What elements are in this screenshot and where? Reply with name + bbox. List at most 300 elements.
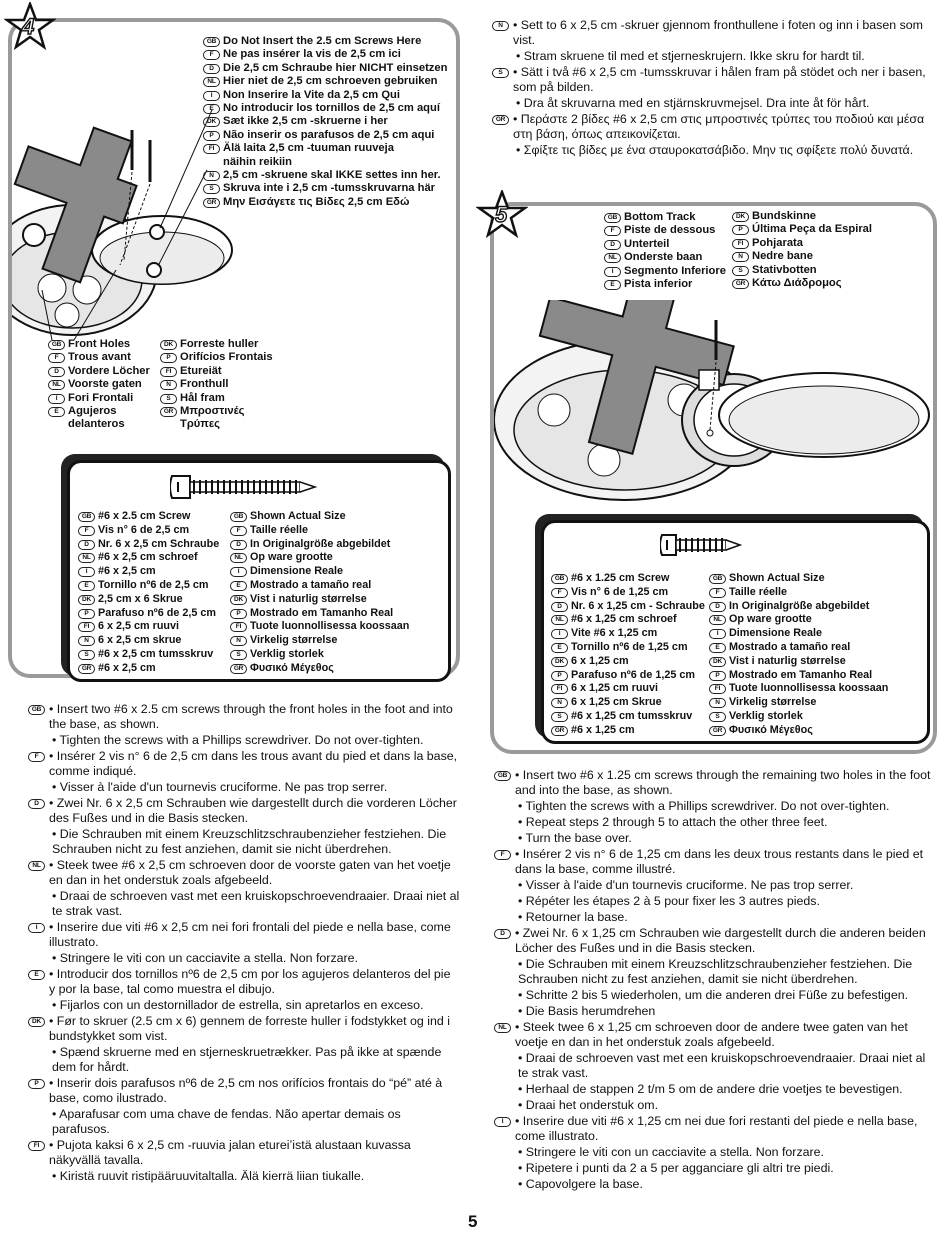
label-row	[203, 156, 447, 169]
instruction-text: • Insérer 2 vis n° 6 de 2,5 cm dans les trous avant du pied et dans la base, comme indiqué.	[49, 749, 458, 778]
front-holes-labels-right	[160, 338, 273, 432]
language-code-badge: D	[78, 540, 95, 550]
label-row	[709, 669, 888, 683]
label-row	[48, 405, 150, 418]
instruction-text: • Draai de schroeven vast met een kruiskopschroevendraaier. Draai niet al te strak vast.	[52, 889, 460, 918]
label-text: #6 x 1,25 cm	[571, 723, 635, 736]
label-row	[78, 662, 219, 676]
label-text: Bundskinne	[752, 210, 817, 222]
language-code-badge: D	[494, 929, 511, 939]
label-text: Agujeros	[68, 405, 117, 418]
label-text: Stativbotten	[752, 263, 817, 276]
label-text: 6 x 1,25 cm ruuvi	[571, 682, 659, 695]
label-row	[709, 572, 888, 586]
label-text: Μην Εισάγετε τις Βίδες 2,5 cm Εδώ	[223, 195, 410, 208]
instruction-paragraph	[28, 1138, 460, 1168]
language-code-badge: N	[160, 380, 177, 390]
label-row	[160, 418, 273, 431]
label-row	[709, 724, 888, 738]
label-text: 6 x 2,5 cm ruuvi	[98, 620, 180, 633]
label-row	[230, 565, 409, 579]
language-code-badge: F	[230, 526, 247, 536]
language-code-badge: F	[494, 850, 511, 860]
instruction-text: • Die Basis herumdrehen	[518, 1004, 656, 1018]
label-text: #6 x 2,5 cm	[98, 565, 156, 578]
instruction-paragraph	[28, 858, 460, 888]
language-code-badge: I	[203, 91, 220, 101]
label-text: Nr. 6 x 2,5 cm Schraube	[98, 537, 220, 550]
label-row	[203, 35, 447, 48]
label-text: Pohjarata	[752, 236, 803, 249]
language-code-badge: GR	[230, 664, 247, 674]
label-text: Nedre bane	[752, 250, 813, 263]
label-text: 6 x 1,25 cm	[571, 654, 629, 667]
label-text: Vis n° 6 de 1,25 cm	[571, 585, 669, 598]
language-code-badge: S	[732, 266, 749, 276]
label-text: #6 x 2,5 cm tumsskruv	[98, 647, 214, 660]
language-code-badge: FI	[78, 622, 95, 632]
instruction-text: • Draai het onderstuk om.	[518, 1098, 659, 1112]
actual-size-labels-step5	[709, 572, 888, 738]
label-row	[78, 634, 219, 648]
language-code-badge: N	[203, 171, 220, 181]
label-row	[203, 169, 447, 182]
instruction-text: • Introducir dos tornillos nº6 de 2,5 cm por los agujeros delanteros del pie y por la base, tal como muestra el dibujo.	[49, 967, 451, 996]
actual-size-labels-step4	[230, 510, 409, 676]
language-code-badge: FI	[709, 684, 726, 694]
label-text: Vist i naturlig størrelse	[729, 654, 846, 667]
instruction-text: • Steek twee 6 x 1,25 cm schroeven door de andere twee gaten van het voetje en dan in het onderstuk zoals afgebeeld.	[515, 1020, 908, 1049]
instruction-text: • Ripetere i punti da 2 a 5 per agganciare gli altri tre piedi.	[518, 1161, 834, 1175]
language-code-badge: S	[492, 68, 509, 78]
label-row	[203, 182, 447, 195]
language-code-badge: GB	[78, 512, 95, 522]
label-row	[203, 89, 447, 102]
label-text: Virkelig størrelse	[250, 634, 338, 647]
label-text: Hier niet de 2,5 cm schroeven gebruiken	[223, 75, 438, 88]
instruction-text: • Σφίξτε τις βίδες με ένα σταυροκατσάβιδο. Μην τις σφίξετε πολύ δυνατά.	[516, 143, 914, 157]
language-code-badge: F	[48, 353, 65, 363]
label-text: 6 x 2,5 cm skrue	[98, 634, 182, 647]
language-code-badge: F	[551, 588, 568, 598]
instruction-paragraph	[494, 957, 934, 987]
language-code-badge: P	[203, 131, 220, 141]
language-code-badge: I	[709, 629, 726, 639]
label-row	[203, 196, 447, 209]
label-row	[230, 538, 409, 552]
instruction-paragraph	[28, 702, 460, 732]
instruction-text: • Steek twee #6 x 2,5 cm schroeven door de voorste gaten van het voetje en dan in het onderstuk zoals afgebeeld.	[49, 858, 451, 887]
instruction-text: • Tighten the screws with a Phillips screwdriver. Do not over-tighten.	[518, 799, 890, 813]
language-code-badge: F	[78, 526, 95, 536]
label-text: Op ware grootte	[729, 613, 812, 626]
instruction-paragraph	[28, 749, 460, 779]
label-text: Φυσικό Μέγεθος	[250, 661, 334, 674]
language-code-badge: P	[230, 609, 247, 619]
label-row	[732, 264, 872, 277]
label-row	[604, 278, 726, 291]
instruction-text: • Før to skruer (2.5 cm x 6) gennem de forreste huller i fodstykket og ind i bundstykket som vist.	[49, 1014, 450, 1043]
instruction-paragraph	[494, 878, 934, 893]
instruction-text: • Herhaal de stappen 2 t/m 5 om de andere drie voetjes te bevestigen.	[518, 1082, 903, 1096]
label-text: Orifícios Frontais	[180, 351, 273, 364]
language-code-badge: E	[48, 407, 65, 417]
language-code-badge: GB	[48, 340, 65, 350]
instruction-paragraph	[492, 18, 932, 48]
language-code-badge: E	[203, 104, 220, 114]
language-code-badge: FI	[732, 239, 749, 249]
label-text: In Originalgröße abgebildet	[250, 537, 391, 550]
label-text: Dimensione Reale	[250, 565, 344, 578]
instruction-text: • Inserire due viti #6 x 1,25 cm nei due fori restanti del piede e nella base, come illustrato.	[515, 1114, 918, 1143]
language-code-badge: D	[48, 367, 65, 377]
label-row	[709, 696, 888, 710]
label-text: Bottom Track	[624, 211, 696, 223]
label-text: Parafuso nº6 de 1,25 cm	[571, 668, 695, 681]
instruction-paragraph	[28, 1076, 460, 1106]
label-row	[160, 351, 273, 364]
label-row	[203, 102, 447, 115]
instruction-text: • Insert two #6 x 1.25 cm screws through the remaining two holes in the foot and into the base, as shown.	[515, 768, 931, 797]
instruction-paragraph	[28, 1169, 460, 1184]
instruction-paragraph	[494, 1051, 934, 1081]
label-row	[551, 696, 705, 710]
language-code-badge: I	[604, 267, 621, 277]
instruction-paragraph	[28, 796, 460, 826]
instruction-paragraph	[494, 1145, 934, 1160]
language-code-badge: N	[78, 636, 95, 646]
language-code-badge: F	[203, 50, 220, 60]
language-code-badge: N	[732, 252, 749, 262]
label-text: Μπροστινές	[180, 405, 245, 418]
label-text: delanteros	[68, 418, 125, 431]
language-code-badge: P	[28, 1079, 45, 1089]
label-text: Tornillo nº6 de 1,25 cm	[571, 640, 688, 653]
label-text: Forreste huller	[180, 338, 259, 350]
instruction-paragraph	[494, 1098, 934, 1113]
label-row	[551, 627, 705, 641]
label-row	[230, 510, 409, 524]
label-text: Κάτω Διάδρομος	[752, 277, 842, 290]
language-code-badge: DK	[160, 340, 177, 350]
language-code-badge: P	[160, 353, 177, 363]
label-text: Tornillo nº6 de 2,5 cm	[98, 578, 209, 591]
instruction-text: • Spænd skruerne med en stjerneskruetrækker. Pas på ikke at spænde dem for hårdt.	[52, 1045, 442, 1074]
instruction-paragraph	[28, 951, 460, 966]
label-text: Taille réelle	[250, 523, 309, 536]
language-code-badge: GB	[494, 771, 511, 781]
language-code-badge: S	[230, 650, 247, 660]
bottom-track-labels-left	[604, 211, 726, 291]
label-row	[551, 600, 705, 614]
language-code-badge: I	[230, 567, 247, 577]
step-4-badge	[4, 2, 56, 52]
language-code-badge: NL	[230, 553, 247, 563]
instruction-text: • Sett to 6 x 2,5 cm -skruer gjennom fronthullene i foten og inn i basen som vist.	[513, 18, 924, 47]
label-text: Shown Actual Size	[729, 572, 825, 584]
instruction-text: • Visser à l'aide d'un tournevis cruciforme. Ne pas trop serrer.	[52, 780, 388, 794]
screw-2-5cm-icon	[170, 472, 320, 502]
instruction-paragraph	[28, 998, 460, 1013]
instruction-text: • Visser à l'aide d'un tournevis cruciforme. Ne pas trop serrer.	[518, 878, 854, 892]
language-code-badge: I	[78, 567, 95, 577]
instruction-paragraph	[28, 780, 460, 795]
label-row	[551, 710, 705, 724]
label-row	[709, 682, 888, 696]
label-row	[230, 648, 409, 662]
language-code-badge: NL	[203, 77, 220, 87]
language-code-badge: NL	[48, 380, 65, 390]
language-code-badge: S	[203, 184, 220, 194]
screw-1-25cm-labels	[551, 572, 705, 738]
language-code-badge: F	[28, 752, 45, 762]
language-code-badge: DK	[203, 117, 220, 127]
instruction-paragraph	[494, 768, 934, 798]
instruction-text: • Retourner la base.	[518, 910, 628, 924]
label-text: 2,5 cm -skruene skal IKKE settes inn her.	[223, 169, 441, 182]
language-code-badge: P	[551, 671, 568, 681]
label-text: Tuote luonnollisessa koossaan	[729, 682, 889, 695]
label-row	[203, 129, 447, 142]
label-text: Tuote luonnollisessa koossaan	[250, 620, 410, 633]
instruction-paragraph	[494, 910, 934, 925]
instruction-text: • Inserir dois parafusos nº6 de 2,5 cm nos orifícios frontais do “pé” até à base, como ilustrado.	[49, 1076, 443, 1105]
label-text: Unterteil	[624, 237, 670, 250]
label-text: Vist i naturlig størrelse	[250, 592, 367, 605]
language-code-badge: N	[551, 698, 568, 708]
language-code-badge: DK	[28, 1017, 45, 1027]
label-text: Verklig storlek	[729, 709, 803, 722]
label-row	[230, 593, 409, 607]
label-row	[203, 142, 447, 155]
label-row	[160, 365, 273, 378]
label-row	[604, 238, 726, 251]
label-text: No introducir los tornillos de 2,5 cm aquí	[223, 102, 440, 115]
label-row	[230, 524, 409, 538]
language-code-badge: D	[28, 799, 45, 809]
label-row	[732, 223, 872, 236]
instruction-paragraph	[494, 988, 934, 1003]
label-text: Vite #6 x 1,25 cm	[571, 627, 658, 640]
label-text: #6 x 2,5 cm	[98, 661, 156, 674]
label-row	[551, 724, 705, 738]
label-text: Ne pas insérer la vis de 2,5 cm ici	[223, 48, 401, 61]
instruction-paragraph	[494, 1161, 934, 1176]
label-row	[230, 634, 409, 648]
label-row	[48, 392, 150, 405]
label-text: Parafuso nº6 de 2,5 cm	[98, 606, 216, 619]
label-row	[604, 224, 726, 237]
label-text: Hål fram	[180, 391, 225, 404]
language-code-badge: FI	[551, 684, 568, 694]
label-text: #6 x 1,25 cm tumsskruv	[571, 709, 693, 722]
label-text: Sæt ikke 2,5 cm -skruerne i her	[223, 115, 388, 128]
label-text: Vis n° 6 de 2,5 cm	[98, 523, 190, 536]
instruction-text: • Die Schrauben mit einem Kreuzschlitzschraubenzieher festziehen. Die Schrauben nicht zu fest anziehen, damit sie nicht überdrehen.	[52, 827, 447, 856]
label-row	[160, 405, 273, 418]
language-code-badge: NL	[551, 615, 568, 625]
screw-1-25cm-icon	[660, 532, 742, 558]
instruction-paragraph	[28, 967, 460, 997]
label-row	[78, 524, 219, 538]
language-code-badge: NL	[494, 1023, 511, 1033]
language-code-badge: P	[732, 225, 749, 235]
instruction-text: • Insérer 2 vis n° 6 de 1,25 cm dans les deux trous restants dans le pied et dans la base, comme illustré.	[515, 847, 924, 876]
instruction-text: • Repeat steps 2 through 5 to attach the other three feet.	[518, 815, 828, 829]
language-code-badge: GR	[492, 115, 509, 125]
label-row	[160, 392, 273, 405]
label-text: Última Peça da Espiral	[752, 223, 873, 236]
language-code-badge: F	[604, 226, 621, 236]
label-text: Taille réelle	[729, 585, 788, 598]
label-text: Τρύπες	[180, 418, 220, 431]
label-row	[732, 277, 872, 290]
label-row	[709, 710, 888, 724]
language-code-badge: GB	[28, 705, 45, 715]
instruction-text: • Kiristä ruuvit ristipääruuvitaltalla. Älä kierrä liian tiukalle.	[52, 1169, 365, 1183]
language-code-badge: I	[48, 394, 65, 404]
label-text: #6 x 1.25 cm Screw	[571, 572, 670, 584]
instructions-step5	[494, 768, 934, 1193]
language-code-badge: E	[28, 970, 45, 980]
label-row	[604, 251, 726, 264]
instruction-text: • Dra åt skruvarna med en stjärnskruvmejsel. Dra inte åt för hårt.	[516, 96, 870, 110]
instruction-text: • Draai de schroeven vast met een kruiskopschroevendraaier. Draai niet al te strak vast.	[518, 1051, 926, 1080]
step-5-number: 5	[495, 202, 508, 227]
label-row	[551, 572, 705, 586]
language-code-badge: E	[551, 643, 568, 653]
label-text: Vordere Löcher	[68, 364, 150, 377]
label-text: 2,5 cm x 6 Skrue	[98, 592, 183, 605]
label-text: Die 2,5 cm Schraube hier NICHT einsetzen	[223, 61, 448, 74]
label-row	[160, 378, 273, 391]
instruction-paragraph	[494, 1020, 934, 1050]
bottom-track-labels-right	[732, 210, 872, 290]
label-text: Älä laita 2,5 cm -tuuman ruuveja	[223, 142, 394, 155]
label-row	[78, 607, 219, 621]
language-code-badge: E	[78, 581, 95, 591]
language-code-badge: DK	[78, 595, 95, 605]
label-row	[709, 613, 888, 627]
label-row	[551, 669, 705, 683]
label-text: #6 x 2,5 cm schroef	[98, 551, 198, 564]
language-code-badge: FI	[28, 1141, 45, 1151]
label-row	[709, 600, 888, 614]
label-text: 6 x 1,25 cm Skrue	[571, 696, 662, 709]
instruction-paragraph	[494, 1082, 934, 1097]
label-row	[230, 620, 409, 634]
label-row	[551, 641, 705, 655]
language-code-badge: DK	[709, 657, 726, 667]
instruction-paragraph	[492, 96, 932, 111]
label-row	[709, 655, 888, 669]
instruction-paragraph	[492, 143, 932, 158]
label-row	[732, 237, 872, 250]
instruction-paragraph	[494, 926, 934, 956]
instruction-text: • Fijarlos con un destornillador de estrella, sin apretarlos en exceso.	[52, 998, 424, 1012]
label-row	[48, 418, 150, 431]
language-code-badge: N	[230, 636, 247, 646]
instruction-text: • Sätt i två #6 x 2,5 cm -tumsskruvar i hålen fram på stödet och ner i basen, som på bilden.	[513, 65, 926, 94]
label-text: Mostrado em Tamanho Real	[729, 668, 873, 681]
language-code-badge: E	[230, 581, 247, 591]
label-text: Mostrado a tamaño real	[729, 640, 851, 653]
front-holes-labels-left	[48, 338, 150, 432]
instruction-text: • Pujota kaksi 6 x 2,5 cm -ruuvia jalan etureiʼistä alustaan kuvassa näkyvällä tavalla.	[49, 1138, 411, 1167]
language-code-badge: S	[709, 712, 726, 722]
label-row	[604, 211, 726, 224]
label-row	[551, 655, 705, 669]
label-row	[709, 641, 888, 655]
label-row	[78, 620, 219, 634]
language-code-badge: NL	[28, 861, 45, 871]
label-row	[551, 586, 705, 600]
label-row	[203, 62, 447, 75]
label-text: Voorste gaten	[68, 378, 142, 391]
language-code-badge: GB	[604, 213, 621, 223]
label-row	[160, 338, 273, 351]
label-row	[230, 662, 409, 676]
step-4-warning-labels	[203, 35, 447, 209]
instruction-paragraph	[494, 815, 934, 830]
instruction-paragraph	[494, 831, 934, 846]
step-5-badge	[476, 190, 528, 240]
instruction-text: • Insert two #6 x 2.5 cm screws through the front holes in the foot and into the base, as shown.	[49, 702, 453, 731]
language-code-badge: N	[709, 698, 726, 708]
label-text: Fori Frontali	[68, 391, 134, 404]
language-code-badge: FI	[230, 622, 247, 632]
language-code-badge: P	[709, 671, 726, 681]
instruction-paragraph	[28, 1045, 460, 1075]
language-code-badge: P	[78, 609, 95, 619]
label-text: Dimensione Reale	[729, 627, 823, 640]
language-code-badge: I	[551, 629, 568, 639]
language-code-badge: GR	[78, 664, 95, 674]
instruction-paragraph	[28, 1107, 460, 1137]
instruction-text: • Zwei Nr. 6 x 2,5 cm Schrauben wie dargestellt durch die vorderen Löcher des Fußes und in die Basis stecken.	[49, 796, 457, 825]
language-code-badge: GR	[160, 407, 177, 417]
instructions-step4-continued	[492, 18, 932, 159]
screw-2-5cm-labels	[78, 510, 219, 676]
label-text: Não inserir os parafusos de 2,5 cm aqui	[223, 128, 435, 141]
language-code-badge: I	[494, 1117, 511, 1127]
label-text: Skruva inte i 2,5 cm -tumsskruvarna här	[223, 182, 436, 195]
label-text: Front Holes	[68, 338, 131, 350]
label-text: Virkelig størrelse	[729, 696, 817, 709]
label-row	[551, 682, 705, 696]
label-text: In Originalgröße abgebildet	[729, 599, 870, 612]
label-text: Non Inserire la Vite da 2,5 cm Qui	[223, 88, 400, 101]
language-code-badge: GB	[203, 37, 220, 47]
label-row	[551, 613, 705, 627]
instruction-text: • Aparafusar com uma chave de fendas. Não apertar demais os parafusos.	[52, 1107, 401, 1136]
language-code-badge: GR	[709, 726, 726, 736]
label-row	[78, 593, 219, 607]
language-code-badge: E	[604, 280, 621, 290]
instruction-paragraph	[494, 894, 934, 909]
language-code-badge: FI	[203, 144, 220, 154]
instruction-paragraph	[492, 49, 932, 64]
label-row	[732, 250, 872, 263]
label-row	[78, 510, 219, 524]
label-row	[203, 75, 447, 88]
instructions-step4	[28, 702, 460, 1185]
label-text: Mostrado em Tamanho Real	[250, 606, 394, 619]
label-text: Shown Actual Size	[250, 510, 346, 522]
page-number: 5	[468, 1212, 478, 1231]
label-row	[709, 627, 888, 641]
label-row	[78, 648, 219, 662]
